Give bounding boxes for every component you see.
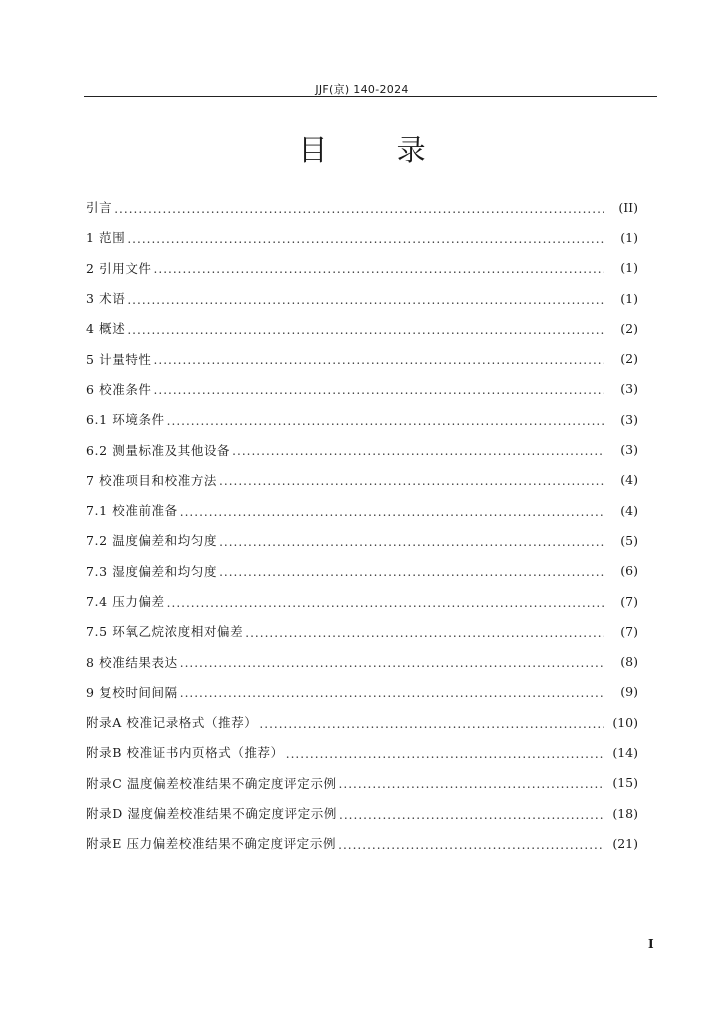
toc-entry-page: (10) <box>612 714 638 730</box>
toc-leader-dots <box>167 595 604 610</box>
toc-entry-page: (6) <box>620 563 638 579</box>
toc-entry[interactable] <box>86 192 638 222</box>
toc-entry[interactable] <box>86 798 638 828</box>
toc-entry-page: (8) <box>620 654 638 670</box>
toc-entry[interactable] <box>86 707 638 737</box>
toc-entry-page: (2) <box>620 351 638 367</box>
toc-entry-title: 引言 <box>86 200 113 216</box>
toc-entry[interactable] <box>86 828 638 858</box>
toc-leader-dots <box>114 201 604 216</box>
toc-entry-title: 4 概述 <box>86 321 126 337</box>
toc-leader-dots <box>180 504 604 519</box>
toc-entry[interactable] <box>86 374 638 404</box>
toc-entry-page: (3) <box>620 442 638 458</box>
toc-entry-title: 6.1 环境条件 <box>86 412 165 428</box>
toc-entry-title: 6.2 测量标准及其他设备 <box>86 442 231 458</box>
toc-leader-dots <box>245 625 604 640</box>
toc-entry-page: (15) <box>612 775 638 791</box>
toc-leader-dots <box>154 352 604 367</box>
toc-entry[interactable] <box>86 465 638 495</box>
toc-leader-dots <box>286 746 604 761</box>
toc-entry[interactable] <box>86 737 638 767</box>
toc-entry-page: (21) <box>612 835 638 851</box>
toc-entry-page: (1) <box>620 229 638 245</box>
toc-entry[interactable] <box>86 525 638 555</box>
toc-entry-page: (7) <box>620 593 638 609</box>
toc-entry-page: (4) <box>620 472 638 488</box>
header-rule <box>84 96 657 97</box>
toc-leader-dots <box>219 473 604 488</box>
toc-entry-title: 3 术语 <box>86 291 126 307</box>
toc-entry-page: (9) <box>620 684 638 700</box>
toc-entry-page: (II) <box>618 199 638 215</box>
toc-entry[interactable] <box>86 495 638 525</box>
toc-entry-page: (3) <box>620 381 638 397</box>
toc-entry-title: 7.5 环氧乙烷浓度相对偏差 <box>86 624 244 640</box>
toc-entry-title: 附录E 压力偏差校准结果不确定度评定示例 <box>86 836 337 852</box>
toc-leader-dots <box>339 776 604 791</box>
toc-entry[interactable] <box>86 222 638 252</box>
toc-entry[interactable] <box>86 343 638 373</box>
toc-entry-title: 7.1 校准前准备 <box>86 503 178 519</box>
toc-entry-title: 附录B 校准证书内页格式（推荐） <box>86 745 284 761</box>
toc-entry-page: (4) <box>620 502 638 518</box>
toc-entry[interactable] <box>86 616 638 646</box>
toc-entry-title: 附录C 温度偏差校准结果不确定度评定示例 <box>86 775 337 791</box>
toc-leader-dots <box>259 716 604 731</box>
toc-entry-title: 7.2 温度偏差和均匀度 <box>86 533 218 549</box>
toc-entry[interactable] <box>86 253 638 283</box>
table-of-contents <box>86 192 638 859</box>
toc-entry-title: 6 校准条件 <box>86 381 152 397</box>
toc-entry[interactable] <box>86 677 638 707</box>
toc-entry-title: 2 引用文件 <box>86 260 152 276</box>
toc-entry-title: 附录A 校准记录格式（推荐） <box>86 715 258 731</box>
page-title: 目 录 <box>298 133 456 167</box>
toc-entry[interactable] <box>86 768 638 798</box>
toc-leader-dots <box>127 231 604 246</box>
toc-leader-dots <box>154 261 604 276</box>
toc-leader-dots <box>232 443 604 458</box>
toc-entry-page: (1) <box>620 290 638 306</box>
toc-entry-page: (1) <box>620 260 638 276</box>
toc-entry-page: (3) <box>620 411 638 427</box>
toc-entry-page: (2) <box>620 320 638 336</box>
toc-leader-dots <box>339 807 604 822</box>
toc-entry[interactable] <box>86 646 638 676</box>
toc-entry-page: (14) <box>612 744 638 760</box>
toc-entry[interactable] <box>86 586 638 616</box>
toc-entry-title: 1 范围 <box>86 230 126 246</box>
toc-leader-dots <box>127 322 604 337</box>
toc-leader-dots <box>338 837 604 852</box>
toc-entry-title: 8 校准结果表达 <box>86 654 178 670</box>
toc-leader-dots <box>127 292 604 307</box>
toc-leader-dots <box>154 382 604 397</box>
toc-entry-title: 7 校准项目和校准方法 <box>86 472 218 488</box>
toc-entry-page: (5) <box>620 532 638 548</box>
toc-leader-dots <box>167 413 604 428</box>
toc-entry-title: 附录D 湿度偏差校准结果不确定度评定示例 <box>86 806 337 822</box>
footer-page-number: I <box>648 937 654 951</box>
toc-leader-dots <box>219 534 604 549</box>
toc-entry-title: 5 计量特性 <box>86 351 152 367</box>
toc-leader-dots <box>219 564 604 579</box>
toc-entry-title: 7.4 压力偏差 <box>86 594 165 609</box>
toc-entry[interactable] <box>86 313 638 343</box>
toc-entry-title: 7.3 湿度偏差和均匀度 <box>86 563 218 579</box>
toc-leader-dots <box>180 685 604 700</box>
toc-entry[interactable] <box>86 556 638 586</box>
toc-entry[interactable] <box>86 434 638 464</box>
toc-entry-page: (18) <box>612 805 638 821</box>
toc-leader-dots <box>180 655 604 670</box>
toc-entry[interactable] <box>86 283 638 313</box>
toc-entry[interactable] <box>86 404 638 434</box>
document-code: JJF(京) 140-2024 <box>315 83 409 96</box>
toc-entry-title: 9 复校时间间隔 <box>86 684 178 700</box>
toc-entry-page: (7) <box>620 623 638 639</box>
